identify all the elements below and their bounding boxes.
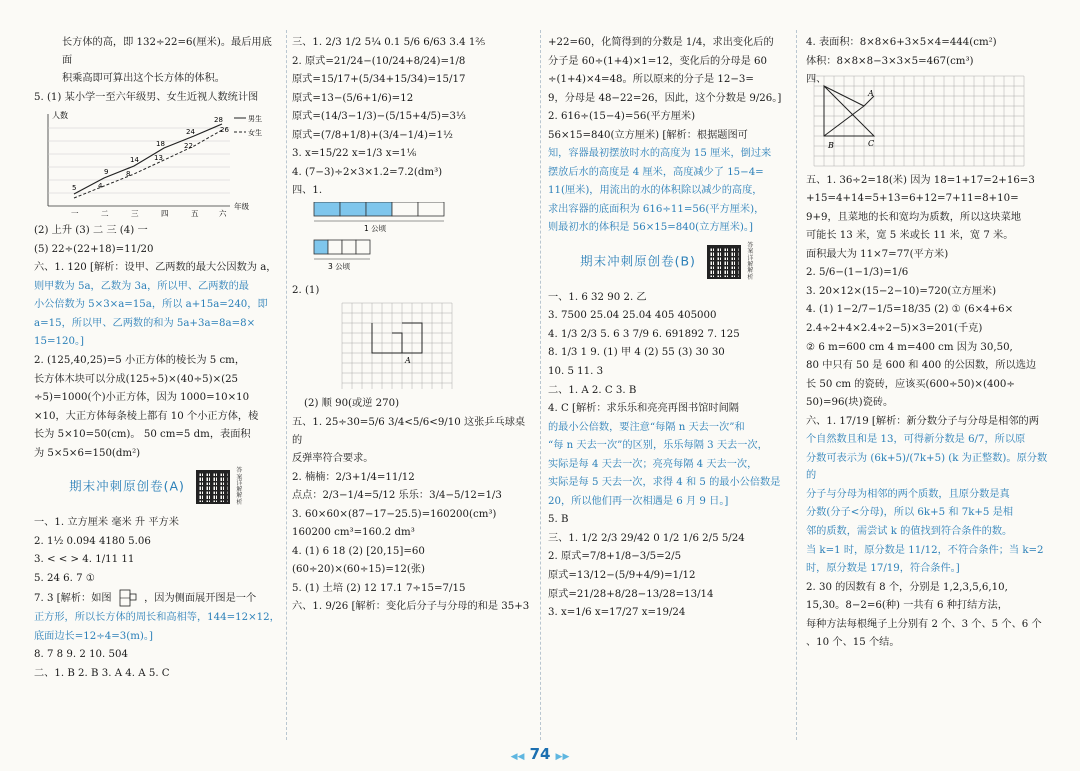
text-line: 15=120。]	[34, 336, 85, 348]
column-3	[548, 34, 788, 623]
text-line: 知，容器最初摆放时水的高度为 15 厘米，倒过来	[548, 148, 772, 160]
data-label: 5	[72, 184, 77, 193]
text-line: 8. 1/3 1 9. (1) 甲 4 (2) 55 (3) 30 30	[548, 347, 725, 359]
text-line: 六、1. 17/19 [解析：新分数分子与分母是相邻的两	[806, 415, 1039, 427]
text-line: 56×15=840(立方厘米) [解析：根据题图可	[548, 129, 748, 141]
text-line: 4. C [解析：求乐乐和亮亮再图书馆时间隔	[548, 403, 739, 415]
text-line: 个自然数且和是 13，可得新分数是 6/7，所以原	[806, 434, 1026, 446]
column-1	[34, 34, 280, 683]
text-line: 三、1. 1/2 2/3 29/42 0 1/2 1/6 2/5 5/24	[548, 532, 745, 544]
text-line: 时，原分数是 17/19，符合条件。]	[806, 563, 960, 575]
text-line: 二、1. B 2. B 3. A 4. A 5. C	[34, 667, 170, 679]
text-line: +22=60，化简得到的分数是 1/4，求出变化后的	[548, 37, 774, 48]
text-line: 50)=96(块)瓷砖。	[806, 397, 894, 409]
text-line: 8. 7 8 9. 2 10. 504	[34, 649, 128, 661]
text-line: 面积最大为 11×7=77(平方米)	[806, 248, 949, 260]
text-line: 3. 7500 25.04 25.04 405 405000	[548, 310, 717, 322]
net-figure	[115, 588, 141, 608]
text-line: 当 k=1 时，原分数是 11/12，不符合条件；当 k=2	[806, 544, 1044, 556]
unit-label-3: 3 公顷	[328, 261, 351, 271]
girls-series	[74, 130, 222, 198]
answer-label: 四、	[806, 74, 827, 86]
text-line: 9+9，且菜地的长和宽均为质数，所以这块菜地	[806, 211, 1022, 223]
text-line: 9，分母是 48−22=26，因此，这个分数是 9/26。]	[548, 92, 782, 104]
text-line: 一、1. 立方厘米 毫米 升 平方米	[34, 517, 179, 529]
text-line: 邻的质数，需尝试 k 的值找到符合条件的数。	[806, 526, 1013, 538]
x-tick: 四	[161, 209, 169, 219]
qr-label: 答案详解解析	[747, 242, 755, 281]
section-title-text: 期末冲刺原创卷(A)	[69, 478, 185, 494]
text-line: 10. 5 11. 3	[548, 365, 604, 377]
text-line: 、10 个、15 个结。	[806, 637, 900, 649]
text-line: 2. 616÷(15−4)=56(平方厘米)	[548, 111, 696, 123]
data-label: 9	[104, 168, 109, 177]
answer-text: 7. 3 [解析：如图	[34, 593, 112, 605]
text-line: (60÷20)×(60÷15)=12(张)	[292, 564, 425, 576]
data-label: 28	[214, 116, 223, 125]
section-title-b	[548, 243, 788, 281]
data-label: 24	[186, 128, 195, 137]
text-line: 3. x=15/22 x=1/3 x=1⅙	[292, 148, 417, 160]
text-line: (2) 上升 (3) 二 三 (4) 一	[34, 225, 148, 237]
text-line: 三、1. 2/3 1/2 5¼ 0.1 5/6 6/63 3.4 1⅖	[292, 37, 486, 48]
prev-arrow-icon[interactable]: ◀◀	[510, 752, 525, 762]
data-label: 18	[156, 140, 165, 149]
text-line: 4. (1) 6 18 (2) [20,15]=60	[292, 545, 425, 557]
text-line: 原式=13−(5/6+1/6)=12	[292, 92, 414, 104]
text-line: 11(厘米)，用流出的水的体积除以减少的高度，	[548, 185, 763, 197]
qr-code-icon[interactable]	[196, 470, 230, 504]
data-label: 22	[184, 142, 193, 151]
text-line: (2) 顺 90(或逆 270)	[304, 398, 400, 410]
next-arrow-icon[interactable]: ▶▶	[555, 752, 570, 762]
data-label: 14	[130, 156, 139, 165]
point-label: B	[828, 140, 834, 150]
text-line: 5. B	[548, 514, 569, 526]
text-line: 4. 1/3 2/3 5. 6 3 7/9 6. 691892 7. 125	[548, 328, 740, 340]
text-line: 六、1. 120 [解析：设甲、乙两数的最大公因数为 a，	[34, 262, 277, 274]
text-line: 3. 20×12×(15−2−10)=720(立方厘米)	[806, 285, 997, 297]
text-line: 的最小公倍数，要注意“每隔 n 天去一次”和	[548, 421, 745, 433]
point-label: A	[405, 356, 411, 366]
text-line: 4. (7−3)÷2×3×1.2=7.2(dm³)	[292, 166, 443, 178]
text-line: 原式=21/28+8/28−13/28=13/14	[548, 588, 714, 600]
text-line: 分子是 60÷(1+4)×1=12，变化后的分母是 60	[548, 55, 767, 67]
answer-text: ，因为侧面展开图是一个	[144, 593, 257, 605]
text-line: 实际是每 5 天去一次，求得 4 和 5 的最小公倍数是	[548, 477, 781, 489]
column-divider	[796, 30, 797, 740]
text-line: 5. (1) 土培 (2) 12 17.1 7÷15=7/15	[292, 582, 466, 594]
text-line: 反弹率符合要求。	[292, 453, 374, 465]
data-label: 26	[220, 126, 229, 135]
text-line: 五、1. 25÷30=5/6 3/4<5/6<9/10 这张乒乓球桌的	[292, 417, 526, 446]
text-line: 原式=15/17+(5/34+15/34)=15/17	[292, 74, 466, 86]
text-line: 可能长 13 米，宽 5 米或长 11 米，宽 7 米。	[806, 230, 1014, 242]
text-line: 为 5×5×6=150(dm²)	[34, 447, 141, 459]
text-line: 3. x=1/6 x=17/27 x=19/24	[548, 607, 686, 619]
text-line: 求出容器的底面积为 616÷11=56(平方厘米)，	[548, 203, 765, 215]
x-tick: 一	[71, 209, 79, 219]
text-line: (5) 22÷(22+18)=11/20	[34, 243, 154, 255]
page-footer	[0, 744, 1080, 763]
text-line: 2. 楠楠：2/3+1/4=11/12	[292, 471, 415, 483]
section-title-text: 期末冲刺原创卷(B)	[580, 253, 696, 269]
text-line: 长 50 cm 的瓷砖，应该买(600÷50)×(400÷	[806, 378, 1015, 390]
text-line: 分子与分母为相邻的两个质数，且原分数是真	[806, 488, 1010, 500]
text-line: 2. 30 的因数有 8 个，分别是 1,2,3,5,6,10,	[806, 581, 1008, 593]
text-line: 原式=13/12−(5/9+4/9)=1/12	[548, 570, 696, 581]
x-tick: 五	[191, 209, 199, 219]
data-label: 13	[154, 154, 163, 163]
text-line	[34, 588, 280, 608]
text-line: 4. 表面积：8×8×6+3×5×4=444(cm²)	[806, 37, 997, 48]
text-line: 5. (1) 某小学一至六年级男、女生近视人数统计图	[34, 91, 259, 103]
text-line: 长方体的高，即 132÷22=6(厘米)。最后用底面	[62, 37, 272, 66]
text-line: ÷5)=1000(个)小正方体，因为 1000=10×10	[34, 392, 250, 404]
text-line: 5. 24 6. 7 ①	[34, 572, 95, 584]
text-line: +15=4+14=5+13=6+12=7+11=8+10=	[806, 193, 1019, 205]
text-line: 小公倍数为 5×3×a=15a，所以 a+15a=240，即	[34, 299, 268, 311]
qr-code-icon[interactable]	[707, 245, 741, 279]
hectare-bars	[292, 202, 522, 280]
answer-label: 四、1.	[292, 185, 323, 197]
text-line: 2. (125,40,25)=5 小正方体的棱长为 5 cm，	[34, 355, 246, 367]
text-line: 一、1. 6 32 90 2. 乙	[548, 291, 647, 303]
column-divider	[540, 30, 541, 740]
text-line: 长方体木块可以分成(125÷5)×(40÷5)×(25	[34, 373, 239, 385]
text-line: a=15，所以甲、乙两数的和为 5a+3a=8a=8×	[34, 317, 256, 329]
text-line: 正方形，所以长方体的周长和高相等，144=12×12，	[34, 612, 280, 624]
column-4	[806, 34, 1052, 653]
text-line: 体积：8×8×8−3×3×5=467(cm³)	[806, 55, 974, 67]
text-line	[292, 182, 532, 200]
text-line: 底面边长=12÷4=3(m)。]	[34, 630, 153, 642]
text-line: ×10，大正方体每条棱上都有 10 个小正方体，棱	[34, 410, 259, 422]
text-line: 二、1. A 2. C 3. B	[548, 384, 637, 396]
text-line: 2. 1½ 0.094 4180 5.06	[34, 535, 151, 547]
text-line: 点点：2/3−1/4=5/12 乐乐：3/4−5/12=1/3	[292, 490, 502, 502]
data-label: 4	[98, 182, 103, 191]
qr-label: 答案详解解析	[236, 467, 244, 506]
chart-xlabel: 年级	[234, 202, 249, 212]
text-line: 2.4÷2+4×2.4÷2−5)×3=201(千克)	[806, 323, 983, 335]
boys-series	[74, 124, 222, 194]
text-line: 20，所以他们再一次相遇是 6 月 9 日。]	[548, 495, 729, 507]
chart-ylabel: 人数	[52, 111, 68, 121]
text-line: 15,30。8−2=6(种) 一共有 6 种打结方法，	[806, 600, 1008, 612]
legend-boys: 男生	[248, 115, 262, 124]
text-line: 3. < < > 4. 1/11 11	[34, 554, 135, 566]
x-tick: 六	[219, 209, 227, 219]
text-line: 3. 60×60×(87−17−25.5)=160200(cm³)	[292, 508, 497, 520]
text-line: 2. 原式=21/24−(10/24+8/24)=1/8	[292, 55, 466, 67]
point-label: A	[868, 88, 874, 98]
text-line: 实际是每 4 天去一次；亮亮每隔 4 天去一次，	[548, 458, 758, 470]
text-line: 长为 5×10=50(cm)。 50 cm=5 dm，表面积	[34, 429, 251, 441]
text-line: 摆放后水的高度是 4 厘米，高度减少了 15−4=	[548, 166, 764, 178]
text-line: 积乘高即可算出这个长方体的体积。	[62, 73, 225, 85]
text-line: 则甲数为 5a，乙数为 3a，所以甲、乙两数的最	[34, 280, 249, 292]
text-line: “每 n 天去一次”的区别，乐乐每隔 3 天去一次，	[548, 440, 768, 452]
grid-figure	[806, 72, 1046, 170]
text-line: 六、1. 9/26 [解析：变化后分子与分母的和是 35+3	[292, 601, 530, 613]
column-2	[292, 34, 532, 617]
text-line: 160200 cm³=160.2 dm³	[292, 527, 415, 539]
text-line: 每种方法每根绳子上分别有 2 个、3 个、5 个、6 个	[806, 618, 1042, 630]
column-divider	[286, 30, 287, 740]
x-tick: 三	[131, 209, 139, 219]
text-line: 2. 原式=7/8+1/8−3/5=2/5	[548, 551, 682, 563]
text-line: 五、1. 36÷2=18(米) 因为 18=1+17=2+16=3	[806, 174, 1035, 186]
text-line: 2. (1)	[292, 284, 320, 296]
legend-girls: 女生	[248, 129, 262, 138]
text-line: 4. (1) 1−2/7−1/5=18/35 (2) ① (6×4+6×	[806, 304, 1014, 316]
text-line: 原式=(14/3−1/3)−(5/15+4/5)=3⅓	[292, 111, 466, 123]
data-label: 8	[126, 170, 131, 179]
text-line: 则最初水的体积是 56×15=840(立方厘米)。]	[548, 222, 753, 234]
point-label: C	[868, 138, 875, 148]
text-line: ② 6 m=600 cm 4 m=400 cm 因为 30,50,	[806, 341, 1013, 353]
text-line: 原式=(7/8+1/8)+(3/4−1/4)=1½	[292, 129, 453, 141]
section-title-a	[34, 468, 280, 506]
text-line: 80 中只有 50 是 600 和 400 的公因数，所以选边	[806, 360, 1037, 372]
text-line: 2. 5/6−(1−1/3)=1/6	[806, 267, 909, 279]
page-number: 74	[529, 745, 551, 763]
x-tick: 二	[101, 209, 109, 219]
text-line: 分数可表示为 (6k+5)/(7k+5) (k 为正整数)。原分数的	[806, 452, 1048, 482]
unit-label-1: 1 公顷	[364, 223, 387, 233]
grid-figure	[292, 301, 522, 393]
line-chart	[34, 108, 274, 220]
text-line: ÷(1+4)×4=48。所以原来的分子是 12−3=	[548, 74, 754, 86]
text-line: 分数(分子<分母)，所以 6k+5 和 7k+5 是相	[806, 507, 1014, 519]
